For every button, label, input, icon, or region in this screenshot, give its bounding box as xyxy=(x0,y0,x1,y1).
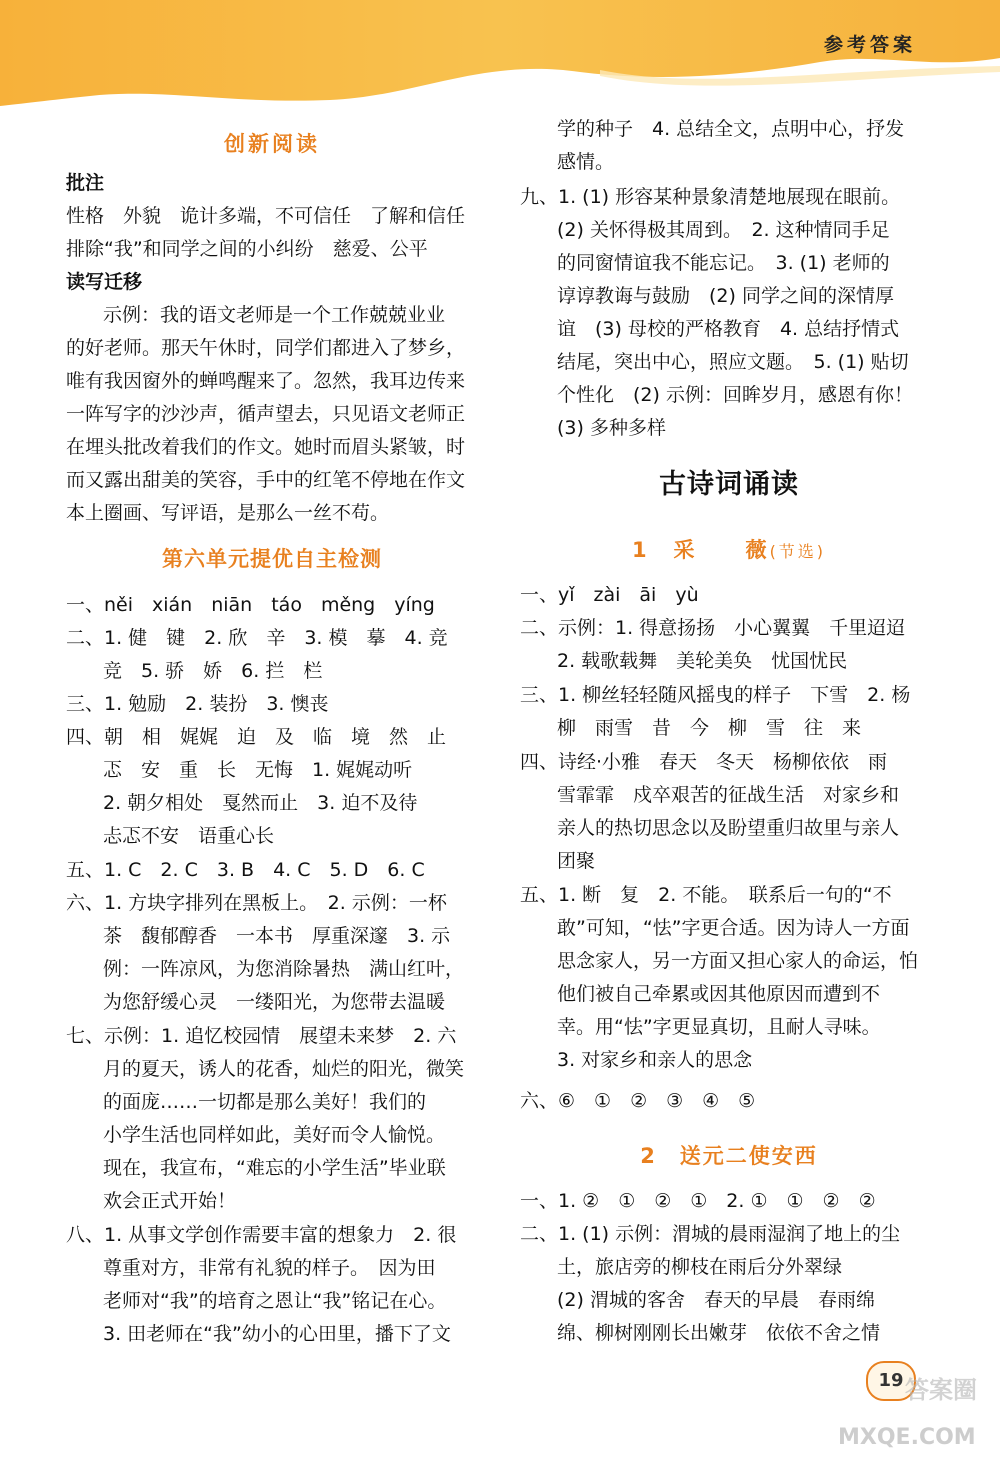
text-line: 团聚 xyxy=(557,850,596,872)
text-line: 2. 载歌载舞 美轮美奂 忧国忧民 xyxy=(557,650,848,672)
section-title-ancient-poetry: 古诗词诵读 xyxy=(659,469,799,500)
text-line: 尊重对方，非常有礼貌的样子。 因为田 xyxy=(103,1257,436,1279)
text-line: 四、朝 相 娓娓 迫 及 临 境 然 止 xyxy=(66,726,447,748)
text-line: 敢”可知，“怯”字更合适。因为诗人一方面 xyxy=(557,917,910,939)
text-line: 欢会正式开始！ xyxy=(103,1190,237,1212)
text-line: 绵、柳树刚刚长出嫩芽 依依不舍之情 xyxy=(557,1322,881,1344)
watermark-url: MXQE.COM xyxy=(838,1425,976,1450)
text-line: 三、1. 勉励 2. 装扮 3. 懊丧 xyxy=(66,693,329,715)
text-line: 一阵写字的沙沙声，循声望去，只见语文老师正 xyxy=(66,403,466,425)
poem-title-caiwei xyxy=(520,534,938,564)
poem-title-text: 1 采 薇 xyxy=(631,538,770,562)
text-line: 个性化 (2) 示例：回眸岁月，感恩有你！ xyxy=(557,384,913,406)
text-line: 三、1. 柳丝轻轻随风摇曳的样子 下雪 2. 杨 xyxy=(520,684,911,706)
section-title-creative-reading: 创新阅读 xyxy=(224,132,320,156)
text-line: 他们被自己牵累或因其他原因而遭到不 xyxy=(557,983,881,1005)
text-line: 的面庞……一切都是那么美好！我们的 xyxy=(103,1091,427,1113)
text-line: 忑 安 重 长 无悔 1. 娓娓动听 xyxy=(103,759,413,781)
text-line: 3. 对家乡和亲人的思念 xyxy=(557,1049,753,1071)
text-line: 二、示例：1. 得意扬扬 小心翼翼 千里迢迢 xyxy=(520,617,906,639)
text-line: 二、1. 健 键 2. 欣 辛 3. 模 摹 4. 竞 xyxy=(66,627,448,649)
text-line: (2) 渭城的客舍 春天的早晨 春雨绵 xyxy=(557,1289,875,1311)
text-line: 月的夏天，诱人的花香，灿烂的阳光，微笑 xyxy=(103,1058,465,1080)
text-line: 四、诗经·小雅 春天 冬天 杨柳依依 雨 xyxy=(520,751,888,773)
text-line: 亲人的热切思念以及盼望重归故里与亲人 xyxy=(557,817,900,839)
text-line: 幸。用“怯”字更显真切，且耐人寻味。 xyxy=(557,1016,881,1038)
text-line: 现在，我宣布，“难忘的小学生活”毕业联 xyxy=(103,1157,446,1179)
text-line: 而又露出甜美的笑容，手中的红笔不停地在作文 xyxy=(66,469,466,491)
text-line: 唯有我因窗外的蝉鸣醒来了。忽然，我耳边传来 xyxy=(66,370,466,392)
text-line: 在埋头批改着我们的作文。她时而眉头紧皱，时 xyxy=(66,436,466,458)
text-line: 老师对“我”的培育之恩让“我”铭记在心。 xyxy=(103,1290,447,1312)
text-line: 一、něi xián niān táo měng yíng xyxy=(66,594,435,616)
poem-title-note: (节选) xyxy=(769,542,827,561)
text-line: (3) 多种多样 xyxy=(557,417,666,439)
section-title-unit-six-test: 第六单元提优自主检测 xyxy=(162,547,382,571)
text-line: 思念家人，另一方面又担心家人的命运，怕 xyxy=(557,950,919,972)
text-line: 二、1. (1) 示例：渭城的晨雨湿润了地上的尘 xyxy=(520,1223,901,1245)
text-line: 六、1. 方块字排列在黑板上。 2. 示例：一杯 xyxy=(66,892,447,914)
text-line: 六、⑥ ① ② ③ ④ ⑤ xyxy=(520,1090,756,1112)
text-line: 排除“我”和同学之间的小纠纷 慈爱、公平 xyxy=(66,238,428,260)
text-line: 感情。 xyxy=(557,151,615,173)
text-line: 的好老师。那天午休时，同学们都进入了梦乡， xyxy=(66,337,466,359)
page-number-badge: 19 xyxy=(866,1361,916,1401)
text-line: 竞 5. 骄 娇 6. 拦 栏 xyxy=(103,660,323,682)
header-label: 参考答案 xyxy=(823,34,916,56)
text-line: 柳 雨雪 昔 今 柳 雪 往 来 xyxy=(557,717,862,739)
poem-title-song-yuaner: 2 送元二使安西 xyxy=(640,1144,818,1168)
text-line: 七、示例：1. 追忆校园情 展望未来梦 2. 六 xyxy=(66,1025,457,1047)
text-line: 性格 外貌 诡计多端，不可信任 了解和信任 xyxy=(66,205,466,227)
text-line: 九、1. (1) 形容某种景象清楚地展现在眼前。 xyxy=(520,186,901,208)
text-line: 五、1. 断 复 2. 不能。 联系后一句的“不 xyxy=(520,884,892,906)
text-line: 结尾，突出中心，照应文题。 5. (1) 贴切 xyxy=(557,351,909,373)
text-line: 批注 xyxy=(66,172,105,194)
text-line: 2. 朝夕相处 戛然而止 3. 迫不及待 xyxy=(103,792,418,814)
text-line: 本上圈画、写评语，是那么一丝不苟。 xyxy=(66,502,390,524)
text-line: 土，旅店旁的柳枝在雨后分外翠绿 xyxy=(557,1256,843,1278)
text-line: 小学生活也同样如此，美好而令人愉悦。 xyxy=(103,1124,446,1146)
text-line: (2) 关怀得极其周到。 2. 这种情同手足 xyxy=(557,219,890,241)
text-line: 雪霏霏 戍卒艰苦的征战生活 对家乡和 xyxy=(557,784,900,806)
text-line: 例：一阵凉风，为您消除暑热 满山红叶， xyxy=(103,958,465,980)
text-line: 学的种子 4. 总结全文，点明中心，抒发 xyxy=(557,118,905,140)
text-line: 3. 田老师在“我”幼小的心田里，播下了文 xyxy=(103,1323,451,1345)
text-line: 为您舒缓心灵 一缕阳光，为您带去温暖 xyxy=(103,991,446,1013)
text-line: 一、1. ② ① ② ① 2. ① ① ② ② xyxy=(520,1190,876,1212)
text-line: 示例：我的语文老师是一个工作兢兢业业 xyxy=(103,304,446,326)
text-line: 八、1. 从事文学创作需要丰富的想象力 2. 很 xyxy=(66,1224,457,1246)
text-line: 的同窗情谊我不能忘记。 3. (1) 老师的 xyxy=(557,252,890,274)
text-line: 读写迁移 xyxy=(66,271,143,293)
text-line: 谊 (3) 母校的严格教育 4. 总结抒情式 xyxy=(557,318,900,340)
text-line: 五、1. C 2. C 3. B 4. C 5. D 6. C xyxy=(66,859,425,881)
text-line: 茶 馥郁醇香 一本书 厚重深邃 3. 示 xyxy=(103,925,451,947)
text-line: 忐忑不安 语重心长 xyxy=(103,825,275,847)
text-line: 一、yǐ zài āi yù xyxy=(520,584,699,606)
watermark-logo: 答案圈 xyxy=(905,1376,977,1404)
text-line: 谆谆教诲与鼓励 (2) 同学之间的深情厚 xyxy=(557,285,894,307)
